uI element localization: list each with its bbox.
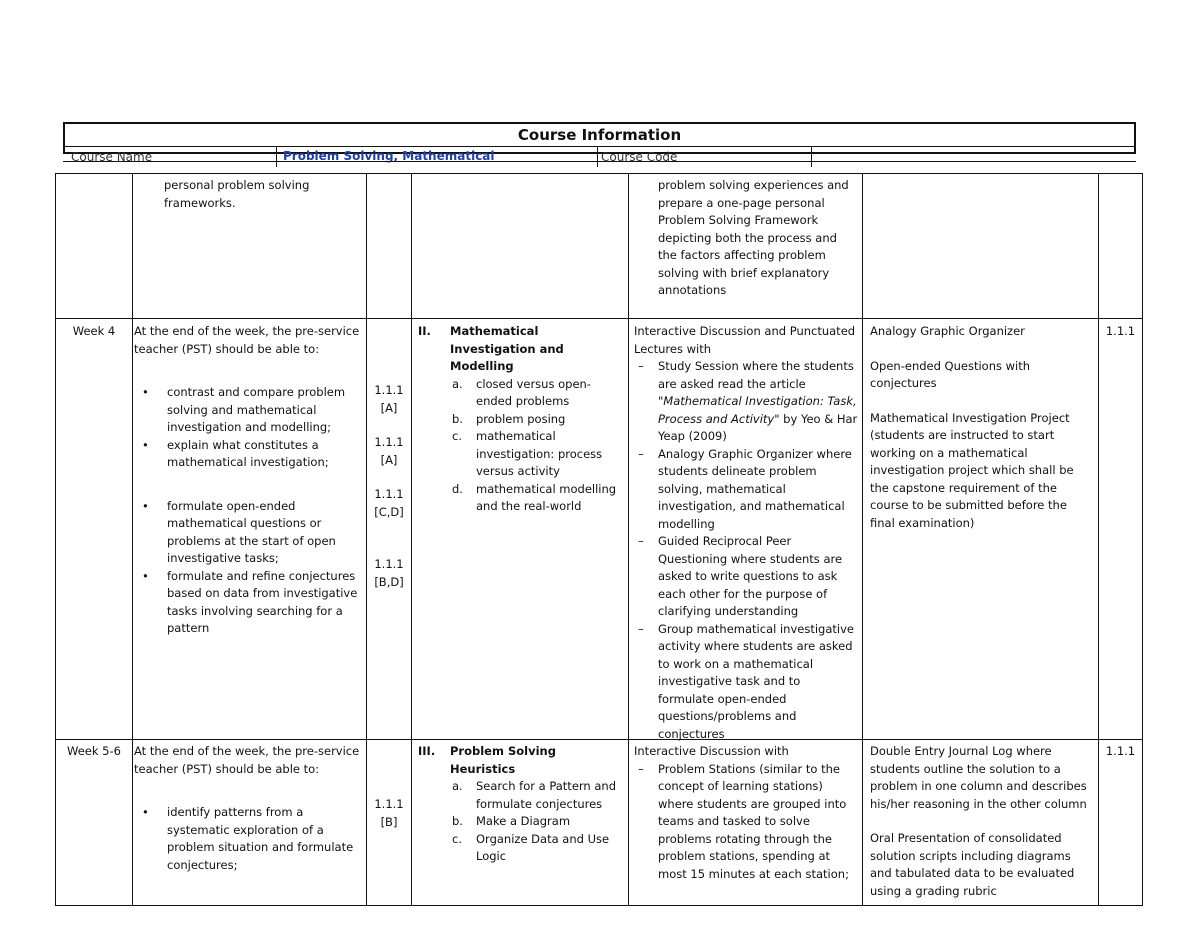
list-item: c. Organize Data and Use Logic [452,831,610,863]
competency-code: [C,D] [374,504,404,519]
topic-name: Mathematical Investigation and Modelling [450,324,564,373]
topic-title [414,323,622,376]
week-4-reference: 1.1.1 [1105,324,1136,338]
list-item: • contrast and compare problem solving and mathematical investigation and modelling; [134,384,362,437]
divider [276,147,277,167]
divider [63,161,1136,162]
week-5-6-codes [367,796,411,831]
outcome-list [134,384,362,638]
week-5-6-label: Week 5-6 [67,744,121,758]
activity-intro: Interactive Discussion with [634,744,789,758]
column-divider [132,174,133,905]
topic-number: II. [418,324,431,338]
competency-code: 1.1.1 [374,557,404,571]
row-divider [56,318,1142,319]
competency-code: 1.1.1 [374,797,404,811]
topic-name: Problem Solving Heuristics [450,744,556,776]
activity-list [634,761,858,884]
list-item: – Group mathematical investigative activity where students are asked to work on a mathematical investigative task and to formulate open-ended questions/problems and conjectures [634,621,858,744]
list-item: – Study Session where the students are asked read the article "Mathematical Investigation: Task, Process and Activity" by Yeo & Har Yeap (2009) [634,358,858,446]
list-item: b. Make a Diagram [452,814,571,828]
week-5-6-outcomes [134,743,362,874]
column-divider [628,174,629,905]
subtopic-list [452,376,622,516]
column-divider [1098,174,1099,905]
outcome-continuation: personal problem solving frameworks. [164,178,310,210]
divider [597,147,598,167]
course-information-header [63,122,1136,164]
week-4-activities [634,323,858,743]
course-name-value: Problem Solving, Mathematical [283,149,495,163]
activity-intro: Interactive Discussion and Punctuated Lectures with [634,324,856,356]
list-item: • formulate open-ended mathematical questions or problems at the start of open investigative tasks; [134,498,362,568]
subtopic-list [452,778,622,866]
outcome-intro: At the end of the week, the pre-service teacher (PST) should be able to: [134,744,360,776]
topic-title [414,743,622,778]
week-5-6-reference: 1.1.1 [1105,744,1136,758]
assessment-item: Double Entry Journal Log where students outline the solution to a problem in one column and describes his/her reasoning in the other column [870,744,1087,811]
activity-continuation: problem solving experiences and prepare a one-page personal Problem Solving Framework depicting both the process and the factors affecting problem solving with brief explanatory annotations [658,178,849,297]
week-4-topics [414,323,622,516]
competency-code: [B] [380,814,398,829]
list-item: b. problem posing [452,411,566,426]
list-item: • explain what constitutes a mathematical investigation; [134,437,362,472]
list-item: d. mathematical modelling and the real-world [452,481,617,513]
outcome-list [134,804,362,874]
divider [811,147,812,167]
competency-code: 1.1.1 [374,435,404,449]
list-item: • formulate and refine conjectures based on data from investigative tasks involving searching for a pattern [134,568,362,638]
week-4-assessment [870,323,1094,532]
column-divider [862,174,863,905]
list-item: a. closed versus open-ended problems [452,376,591,408]
assessment-item: Mathematical Investigation Project (students are instructed to start working on a mathematical investigation project which shall be the capstone requirement of the course to be submitted before the final examination) [870,410,1074,530]
assessment-item: Analogy Graphic Organizer [870,324,1025,338]
syllabus-table [55,173,1143,906]
list-item: a. Search for a Pattern and formulate conjectures [452,779,616,811]
topic-number: III. [418,744,436,758]
column-divider [411,174,412,905]
week-4-label: Week 4 [72,324,116,338]
competency-code: 1.1.1 [374,383,404,397]
competency-code: [B,D] [374,574,404,589]
course-name-label: Course Name [71,150,153,164]
list-item: – Analogy Graphic Organizer where students delineate problem solving, mathematical investigation, and mathematical modelling [634,446,858,534]
list-item: – Guided Reciprocal Peer Questioning where students are asked to write questions to ask each other for the purpose of clarifying understanding [634,533,858,621]
course-information-title: Course Information [517,126,682,144]
week-5-6-assessment [870,743,1094,900]
assessment-item: Oral Presentation of consolidated solution scripts including diagrams and tabulated data to be evaluated using a grading rubric [870,831,1075,898]
assessment-item: Open-ended Questions with conjectures [870,358,1031,390]
row-divider [56,739,1142,740]
article-title: "Mathematical Investigation: Task, Process and Activity" [658,394,857,426]
competency-code: [A] [380,452,398,467]
outcome-intro: At the end of the week, the pre-service teacher (PST) should be able to: [134,324,360,356]
competency-code: 1.1.1 [374,487,404,501]
list-item: • identify patterns from a systematic exploration of a problem situation and formulate conjectures; [134,804,362,874]
week-4-outcomes [134,323,362,638]
course-code-label: Course Code [601,150,678,164]
week-5-6-topics [414,743,622,866]
course-info-row [65,146,1134,167]
week-4-codes [367,382,411,591]
competency-code: [A] [380,400,398,415]
list-item: c. mathematical investigation: process versus activity [452,429,603,478]
activity-list [634,358,858,743]
list-item: – Problem Stations (similar to the concept of learning stations) where students are grouped into teams and tasked to solve problems rotating through the problem stations, spending at most 15 minutes at each station; [634,761,858,884]
week-5-6-activities [634,743,858,883]
